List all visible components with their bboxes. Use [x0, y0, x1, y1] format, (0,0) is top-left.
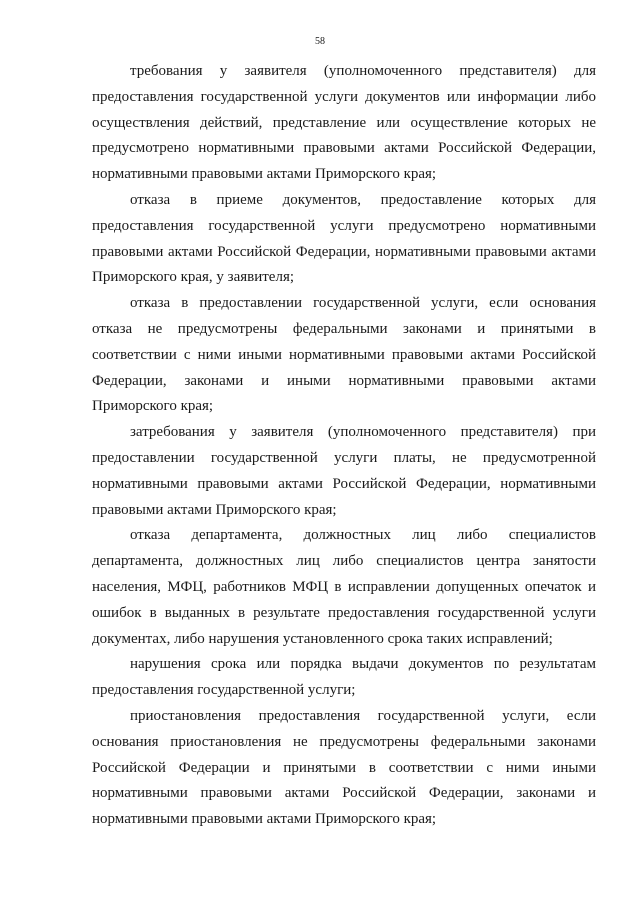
paragraph: отказа в предоставлении государственной услуги, если основания отказа не предусмотрены федеральными законами и принятыми в соответствии с ними иными нормативными правовыми актами Российской Федерации, законами и иными нормативными правовыми актами Приморского края; [92, 295, 596, 415]
page-number: 58 [315, 36, 325, 47]
paragraph: затребования у заявителя (уполномоченного представителя) при предоставлении государственной услуги платы, не предусмотренной нормативными правовыми актами Российской Федерации, нормативными правовыми актами Приморского края; [92, 424, 596, 518]
paragraph: нарушения срока или порядка выдачи документов по результатам предоставления государственной услуги; [92, 656, 596, 699]
paragraph: требования у заявителя (уполномоченного представителя) для предоставления государственной услуги документов или информации либо осуществления действий, представление или осуществление которых не предусмотрено нормативными правовыми актами Российской Федерации, нормативными правовыми актами Приморского края; [92, 63, 596, 183]
paragraph: отказа департамента, должностных лиц либо специалистов департамента, должностных лиц либо специалистов центра занятости населения, МФЦ, работников МФЦ в исправлении допущенных опечаток и ошибок в выданных в результате предоставления государственной услуги документах, либо нарушения установленного срока таких исправлений; [92, 527, 596, 647]
paragraph: приостановления предоставления государственной услуги, если основания приостановления не предусмотрены федеральными законами Российской Федерации и принятыми в соответствии с ними иными нормативными правовыми актами Российской Федерации, законами и нормативными правовыми актами Приморского края; [92, 707, 596, 828]
paragraph: отказа в приеме документов, предоставление которых для предоставления государственной услуги предусмотрено нормативными правовыми актами Российской Федерации, нормативными правовыми актами Приморского края, у заявителя; [92, 191, 596, 286]
document-body [92, 59, 596, 833]
